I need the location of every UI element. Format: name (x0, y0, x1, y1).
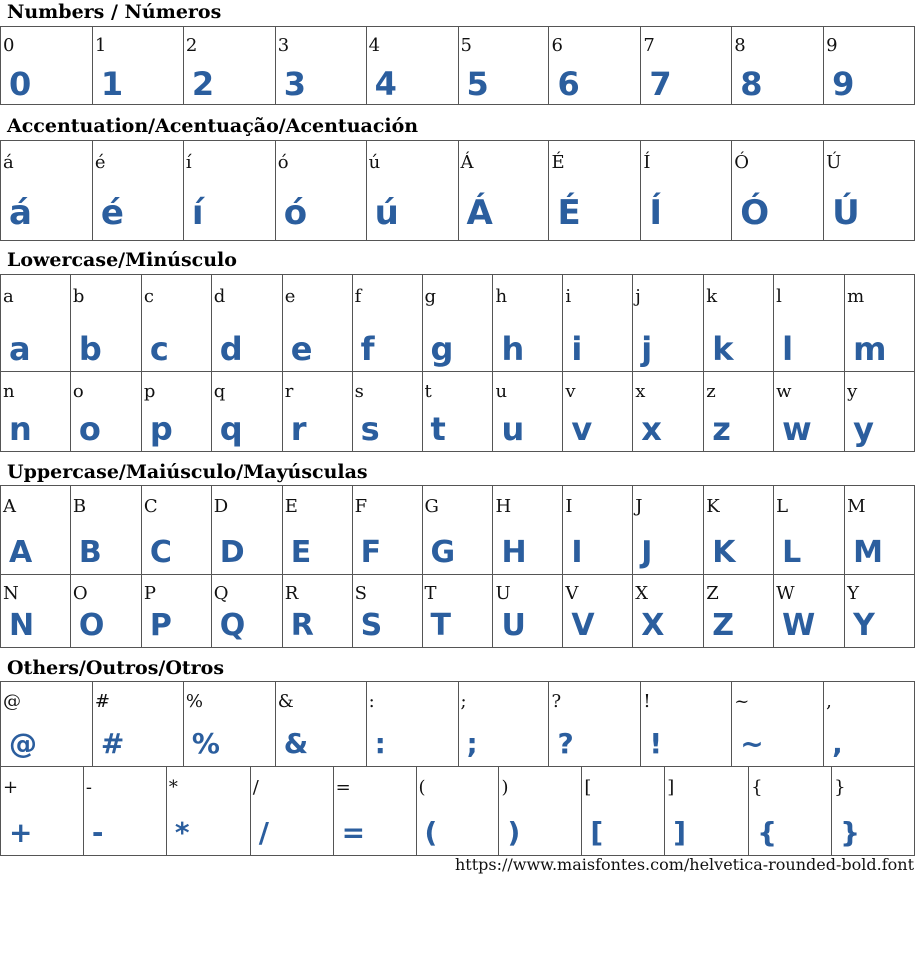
glyph-cell (1, 682, 93, 767)
glyph-cell (665, 767, 749, 856)
font-glyph-sample: X (641, 608, 665, 643)
font-glyph-sample: ; (466, 727, 478, 760)
font-glyph-sample: ! (649, 727, 663, 760)
char-label: N (3, 583, 19, 604)
char-label: s (354, 381, 364, 402)
font-glyph-sample: / (258, 816, 269, 849)
glyph-cell (93, 141, 184, 241)
font-glyph-sample: í (191, 193, 204, 233)
char-label: A (3, 496, 16, 517)
font-glyph-sample: T (430, 608, 451, 643)
char-label: L (776, 496, 789, 517)
char-label: D (213, 496, 229, 517)
glyph-cell (633, 486, 704, 575)
char-label: K (706, 496, 720, 517)
char-label: C (143, 496, 158, 517)
lowercase-grid (0, 274, 915, 452)
font-glyph-sample: * (174, 816, 190, 849)
char-label: ; (460, 691, 467, 712)
font-glyph-sample: w (782, 410, 812, 448)
char-label: 7 (643, 35, 655, 56)
font-glyph-sample: N (9, 608, 35, 643)
char-label: 0 (3, 35, 15, 56)
font-glyph-sample: : (374, 727, 386, 760)
glyph-cell (93, 682, 184, 767)
char-label: E (284, 496, 298, 517)
glyph-cell (549, 682, 641, 767)
char-label: Á (460, 152, 474, 173)
font-glyph-sample: c (149, 330, 169, 368)
font-glyph-sample: C (149, 535, 172, 570)
glyph-cell (71, 486, 142, 575)
font-glyph-sample: ( (424, 816, 438, 849)
font-glyph-sample: B (78, 535, 102, 570)
glyph-cell (353, 575, 423, 648)
glyph-cell (423, 486, 494, 575)
glyph-cell (423, 275, 494, 372)
glyph-cell (212, 275, 283, 372)
char-label: P (143, 583, 156, 604)
font-glyph-sample: Í (649, 193, 662, 233)
char-label: w (776, 381, 792, 402)
font-glyph-sample: L (782, 535, 802, 570)
section-title-accents: Accentuation/Acentuação/Acentuación (7, 115, 419, 137)
char-label: X (635, 583, 649, 604)
char-label: n (3, 381, 15, 402)
font-glyph-sample: { (757, 816, 778, 849)
font-glyph-sample: 2 (191, 65, 215, 103)
glyph-cell (1, 575, 71, 648)
glyph-cell (499, 767, 582, 856)
glyph-cell (276, 27, 367, 105)
glyph-cell (142, 275, 212, 372)
font-glyph-sample: 5 (466, 65, 489, 103)
char-label: q (213, 381, 226, 402)
glyph-cell (633, 275, 704, 372)
font-glyph-sample: W (782, 608, 816, 643)
font-glyph-sample: g (430, 330, 454, 368)
glyph-cell (93, 27, 184, 105)
glyph-cell (732, 682, 824, 767)
font-glyph-sample: ) (507, 816, 521, 849)
glyph-cell (732, 27, 824, 105)
font-glyph-sample: x (641, 410, 662, 448)
font-glyph-sample: ó (283, 193, 308, 233)
font-glyph-sample: á (9, 193, 32, 233)
glyph-cell (283, 275, 353, 372)
font-glyph-sample: v (571, 410, 593, 448)
font-glyph-sample: s (360, 410, 380, 448)
char-label: í (185, 152, 192, 173)
char-label: , (826, 691, 832, 712)
glyph-cell (774, 486, 845, 575)
char-label: a (3, 286, 14, 307)
font-glyph-sample: j (641, 330, 653, 368)
glyph-cell (563, 275, 633, 372)
font-glyph-sample: - (91, 816, 104, 849)
font-glyph-sample: E (290, 535, 312, 570)
glyph-cell (824, 27, 915, 105)
font-glyph-sample: é (100, 193, 124, 233)
font-glyph-sample: } (840, 816, 860, 849)
char-label: Í (643, 152, 651, 173)
font-glyph-sample: % (191, 727, 220, 760)
glyph-cell (184, 27, 276, 105)
char-label: 1 (94, 35, 107, 56)
uppercase-grid (0, 485, 915, 648)
glyph-cell (774, 575, 845, 648)
glyph-cell (423, 575, 494, 648)
glyph-cell (353, 372, 423, 452)
char-label: M (847, 496, 866, 517)
glyph-cell (423, 372, 494, 452)
char-label: ó (277, 152, 289, 173)
font-glyph-sample: p (149, 410, 173, 448)
font-glyph-sample: I (571, 535, 583, 570)
font-glyph-sample: e (290, 330, 313, 368)
glyph-cell (283, 486, 353, 575)
glyph-cell (1, 27, 93, 105)
font-glyph-sample: 9 (832, 65, 855, 103)
glyph-cell (142, 575, 212, 648)
char-label: U (495, 583, 511, 604)
font-glyph-sample: + (9, 816, 33, 849)
lowercase-row (1, 372, 915, 452)
char-label: y (847, 381, 858, 402)
glyph-cell (283, 372, 353, 452)
char-label: { (751, 777, 763, 798)
char-label: v (565, 381, 576, 402)
accents-grid (0, 140, 915, 241)
font-glyph-sample: U (501, 608, 526, 643)
char-label: = (335, 777, 351, 798)
char-label: k (706, 286, 718, 307)
char-label: l (776, 286, 782, 307)
glyph-cell (142, 486, 212, 575)
char-label: ] (667, 777, 675, 798)
source-url: https://www.maisfontes.com/helvetica-rounded-bold.font (454, 855, 914, 874)
glyph-cell (1, 767, 84, 856)
glyph-cell (493, 486, 563, 575)
others-row (1, 682, 915, 767)
char-label: ~ (734, 691, 750, 712)
char-label: Ó (734, 152, 750, 173)
font-glyph-sample: a (9, 330, 31, 368)
char-label: J (635, 496, 643, 517)
char-label: [ (584, 777, 592, 798)
glyph-cell (845, 486, 915, 575)
glyph-cell (563, 575, 633, 648)
glyph-cell (212, 486, 283, 575)
char-label: 5 (460, 35, 472, 56)
char-label: F (354, 496, 368, 517)
glyph-cell (184, 141, 276, 241)
glyph-cell (493, 275, 563, 372)
char-label: é (94, 152, 106, 173)
glyph-cell (845, 275, 915, 372)
glyph-cell (641, 27, 732, 105)
char-label: @ (3, 691, 21, 712)
font-glyph-sample: u (501, 410, 525, 448)
font-glyph-sample: @ (9, 727, 37, 760)
font-glyph-sample: [ (590, 816, 604, 849)
glyph-cell (582, 767, 665, 856)
glyph-cell (142, 372, 212, 452)
glyph-cell (704, 372, 774, 452)
glyph-cell (493, 575, 563, 648)
font-glyph-sample: 6 (557, 65, 580, 103)
char-label: G (424, 496, 439, 517)
glyph-cell (212, 575, 283, 648)
glyph-cell (84, 767, 167, 856)
others-row (1, 767, 915, 856)
font-glyph-sample: Q (219, 608, 246, 643)
font-glyph-sample: Z (712, 608, 734, 643)
font-glyph-sample: S (360, 608, 383, 643)
glyph-cell (641, 141, 732, 241)
char-label: g (424, 286, 437, 307)
glyph-cell (749, 767, 832, 856)
font-glyph-sample: m (853, 330, 887, 368)
char-label: 9 (826, 35, 838, 56)
glyph-cell (71, 372, 142, 452)
glyph-cell (774, 275, 845, 372)
glyph-cell (1, 141, 93, 241)
char-label: ) (501, 777, 509, 798)
font-glyph-sample: 3 (283, 65, 306, 103)
glyph-cell (459, 682, 550, 767)
char-label: H (495, 496, 512, 517)
font-glyph-sample: Y (853, 608, 875, 643)
font-glyph-sample: K (712, 535, 736, 570)
char-label: # (94, 691, 110, 712)
char-label: z (706, 381, 716, 402)
glyph-cell (353, 275, 423, 372)
font-glyph-sample: o (78, 410, 101, 448)
font-glyph-sample: J (641, 535, 653, 570)
glyph-cell (71, 275, 142, 372)
char-label: j (635, 286, 641, 307)
font-glyph-sample: , (832, 727, 843, 760)
font-glyph-sample: 4 (374, 65, 397, 103)
char-label: 8 (734, 35, 746, 56)
char-label: d (213, 286, 226, 307)
glyph-cell (1, 486, 71, 575)
numbers-row (1, 27, 915, 105)
section-title-lowercase: Lowercase/Minúsculo (7, 249, 237, 271)
glyph-cell (704, 486, 774, 575)
char-label: V (565, 583, 579, 604)
font-glyph-sample: ú (374, 193, 399, 233)
glyph-cell (459, 27, 550, 105)
char-label: É (551, 152, 565, 173)
glyph-cell (1, 372, 71, 452)
char-label: / (252, 777, 259, 798)
char-label: x (635, 381, 646, 402)
char-label: á (3, 152, 14, 173)
char-label: T (424, 583, 437, 604)
font-glyph-sample: ? (557, 727, 574, 760)
uppercase-row (1, 575, 915, 648)
glyph-cell (704, 575, 774, 648)
char-label: m (847, 286, 865, 307)
font-glyph-sample: 8 (740, 65, 763, 103)
char-label: e (284, 286, 296, 307)
glyph-cell (276, 141, 367, 241)
section-title-uppercase: Uppercase/Maiúsculo/Mayúsculas (7, 461, 368, 483)
char-label: b (72, 286, 85, 307)
font-glyph-sample: É (557, 193, 581, 233)
font-glyph-sample: n (9, 410, 32, 448)
glyph-cell (633, 575, 704, 648)
glyph-cell (212, 372, 283, 452)
glyph-cell (563, 486, 633, 575)
font-glyph-sample: h (501, 330, 525, 368)
char-label: B (72, 496, 87, 517)
glyph-cell (832, 767, 915, 856)
char-label: & (277, 691, 294, 712)
char-label: ! (643, 691, 651, 712)
font-glyph-sample: 1 (100, 65, 124, 103)
char-label: Y (847, 583, 859, 604)
glyph-cell (367, 141, 459, 241)
font-glyph-sample: y (853, 410, 874, 448)
glyph-cell (71, 575, 142, 648)
char-label: - (85, 777, 92, 798)
font-glyph-sample: Ú (832, 193, 860, 233)
glyph-cell (774, 372, 845, 452)
glyph-cell (353, 486, 423, 575)
char-label: * (168, 777, 178, 798)
section-title-numbers: Numbers / Números (7, 1, 222, 23)
font-glyph-sample: i (571, 330, 583, 368)
font-glyph-sample: f (360, 330, 375, 368)
glyph-cell (563, 372, 633, 452)
glyph-cell (732, 141, 824, 241)
font-glyph-sample: R (290, 608, 314, 643)
char-label: S (354, 583, 367, 604)
font-glyph-sample: & (283, 727, 309, 760)
char-label: t (424, 381, 432, 402)
glyph-cell (283, 575, 353, 648)
glyph-cell (1, 275, 71, 372)
glyph-cell (276, 682, 367, 767)
font-glyph-sample: V (571, 608, 595, 643)
char-label: } (834, 777, 846, 798)
glyph-cell (367, 27, 459, 105)
font-glyph-sample: b (78, 330, 102, 368)
char-label: p (143, 381, 156, 402)
font-glyph-sample: 7 (649, 65, 672, 103)
glyph-cell (334, 767, 417, 856)
char-label: ú (368, 152, 381, 173)
char-label: o (72, 381, 84, 402)
font-glyph-sample: # (100, 727, 125, 760)
glyph-cell (549, 27, 641, 105)
char-label: R (284, 583, 299, 604)
char-label: c (143, 286, 154, 307)
glyph-cell (459, 141, 550, 241)
char-label: ? (551, 691, 562, 712)
glyph-cell (641, 682, 732, 767)
char-label: f (354, 286, 362, 307)
glyph-cell (493, 372, 563, 452)
font-glyph-sample: k (712, 330, 734, 368)
glyph-cell (367, 682, 459, 767)
char-label: + (3, 777, 19, 798)
font-glyph-sample: z (712, 410, 731, 448)
font-glyph-sample: d (219, 330, 243, 368)
char-label: : (368, 691, 375, 712)
glyph-cell (633, 372, 704, 452)
font-glyph-sample: M (853, 535, 883, 570)
glyph-cell (167, 767, 251, 856)
char-label: Z (706, 583, 719, 604)
font-glyph-sample: t (430, 410, 446, 448)
font-glyph-sample: r (290, 410, 307, 448)
others-grid (0, 681, 915, 856)
font-glyph-sample: O (78, 608, 105, 643)
char-label: O (72, 583, 88, 604)
char-label: % (185, 691, 203, 712)
char-label: 3 (277, 35, 290, 56)
section-title-others: Others/Outros/Otros (7, 657, 225, 679)
char-label: Q (213, 583, 229, 604)
glyph-cell (549, 141, 641, 241)
font-glyph-sample: Ó (740, 193, 770, 233)
font-glyph-sample: A (9, 535, 33, 570)
font-glyph-sample: 0 (9, 65, 32, 103)
char-label: i (565, 286, 572, 307)
font-glyph-sample: P (149, 608, 172, 643)
accents-row (1, 141, 915, 241)
uppercase-row (1, 486, 915, 575)
char-label: W (776, 583, 795, 604)
glyph-cell (704, 275, 774, 372)
numbers-grid (0, 26, 915, 105)
char-label: Ú (826, 152, 842, 173)
font-glyph-sample: F (360, 535, 382, 570)
char-label: h (495, 286, 508, 307)
char-label: 2 (185, 35, 198, 56)
char-label: u (495, 381, 508, 402)
font-glyph-sample: ~ (740, 727, 764, 760)
char-label: 4 (368, 35, 381, 56)
glyph-cell (845, 575, 915, 648)
glyph-cell (417, 767, 500, 856)
font-glyph-sample: = (341, 816, 366, 849)
glyph-cell (824, 141, 915, 241)
font-glyph-sample: q (219, 410, 243, 448)
char-label: 6 (551, 35, 563, 56)
font-glyph-sample: D (219, 535, 245, 570)
char-label: ( (418, 777, 426, 798)
font-glyph-sample: ] (673, 816, 687, 849)
glyph-cell (824, 682, 915, 767)
glyph-cell (184, 682, 276, 767)
glyph-cell (251, 767, 334, 856)
lowercase-row (1, 275, 915, 372)
font-glyph-sample: G (430, 535, 456, 570)
char-label: r (284, 381, 294, 402)
font-glyph-sample: l (782, 330, 794, 368)
glyph-cell (845, 372, 915, 452)
char-label: I (565, 496, 573, 517)
font-glyph-sample: Á (466, 193, 493, 233)
font-glyph-sample: H (501, 535, 527, 570)
